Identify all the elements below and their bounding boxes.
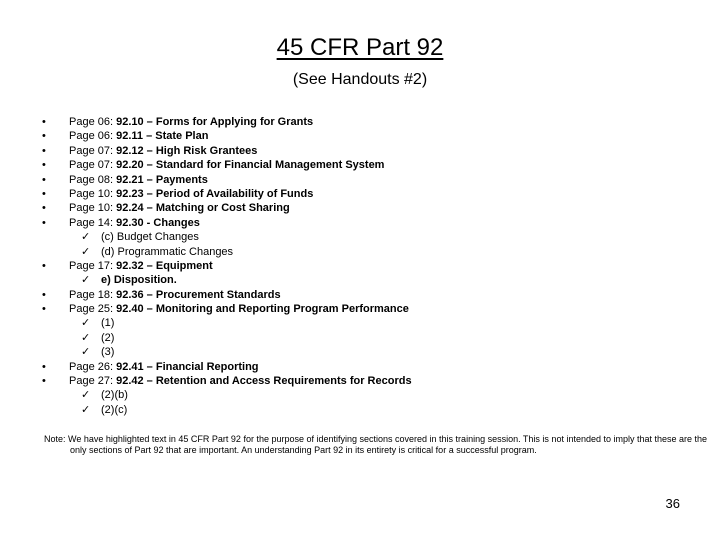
section-title: – Financial Reporting — [143, 360, 259, 373]
list-item-text — [69, 201, 290, 215]
checkmark-icon: ✓ — [81, 317, 91, 330]
sub-list-item — [42, 316, 702, 330]
page-reference: Page 18: — [69, 288, 117, 301]
section-title: – Procurement Standards — [143, 288, 281, 301]
sub-list-item — [42, 230, 702, 244]
list-item — [42, 144, 702, 158]
page-reference: Page 10: — [69, 202, 117, 215]
page-reference: Page 07: — [69, 159, 117, 172]
list-item — [42, 259, 702, 273]
section-number: 92.24 — [116, 202, 144, 215]
list-item-text — [69, 158, 384, 172]
sub-list-item — [42, 245, 702, 259]
bullet-icon: • — [42, 360, 46, 373]
checkmark-icon: ✓ — [81, 231, 91, 244]
list-item-text — [69, 259, 213, 273]
sub-list-item-text: (2) — [101, 331, 115, 344]
sub-list-item — [42, 388, 702, 402]
page-reference: Page 10: — [69, 187, 117, 200]
sub-list-item — [42, 331, 702, 345]
page-reference: Page 06: — [69, 130, 117, 143]
sub-list-item-text: (c) Budget Changes — [101, 231, 199, 244]
section-title: - Changes — [143, 216, 200, 229]
section-number: 92.42 — [116, 375, 144, 388]
checkmark-icon: ✓ — [81, 245, 91, 258]
section-title: – Equipment — [143, 259, 213, 272]
list-item — [42, 115, 702, 129]
section-number: 92.10 — [116, 116, 144, 128]
sub-list-item-text: (3) — [101, 346, 115, 359]
bullet-icon: • — [42, 303, 46, 316]
section-number: 92.32 — [116, 259, 144, 272]
sub-list-item — [42, 273, 702, 287]
sub-list-item-text: e) Disposition. — [101, 274, 177, 287]
list-item-text — [69, 187, 313, 201]
section-number: 92.41 — [116, 360, 144, 373]
list-item — [42, 173, 702, 187]
sub-list-item-text: (d) Programmatic Changes — [101, 245, 234, 258]
list-item — [42, 288, 702, 302]
checkmark-icon: ✓ — [81, 274, 91, 287]
bullet-icon: • — [42, 187, 46, 200]
checkmark-icon: ✓ — [81, 389, 91, 402]
page-reference: Page 27: — [69, 375, 117, 388]
checkmark-icon: ✓ — [81, 331, 91, 344]
page-reference: Page 07: — [69, 144, 117, 157]
list-item — [42, 158, 702, 172]
list-item — [42, 302, 702, 316]
list-item — [42, 360, 702, 374]
bullet-icon: • — [42, 173, 46, 186]
list-item-text — [69, 288, 281, 302]
section-title: – Retention and Access Requirements for Records — [143, 375, 412, 388]
list-item-text — [69, 115, 313, 129]
bullet-icon: • — [42, 144, 46, 157]
page-number: 36 — [665, 496, 680, 511]
section-title: – Matching or Cost Sharing — [143, 202, 290, 215]
list-item-text — [69, 374, 412, 388]
bullet-icon: • — [42, 130, 46, 143]
list-item — [42, 201, 702, 215]
sub-list-item-text: (2)(c) — [101, 403, 128, 416]
bullet-icon: • — [42, 288, 46, 301]
section-title: – Forms for Applying for Grants — [143, 116, 314, 128]
section-number: 92.11 — [116, 130, 144, 143]
bullet-icon: • — [42, 375, 46, 388]
sub-list-item — [42, 345, 702, 359]
list-item — [42, 374, 702, 388]
section-number: 92.30 — [116, 216, 144, 229]
bullet-icon: • — [42, 116, 46, 128]
section-title: – High Risk Grantees — [143, 144, 258, 157]
checkmark-icon: ✓ — [81, 403, 91, 416]
list-item-text — [69, 144, 257, 158]
list-item — [42, 187, 702, 201]
bullet-icon: • — [42, 202, 46, 215]
checkmark-icon: ✓ — [81, 346, 91, 359]
section-number: 92.23 — [116, 187, 144, 200]
page-reference: Page 17: — [69, 259, 117, 272]
page-subtitle: (See Handouts #2) — [292, 71, 428, 88]
page-reference: Page 26: — [69, 360, 117, 373]
section-number: 92.40 — [116, 303, 144, 316]
section-number: 92.12 — [116, 144, 144, 157]
section-title: – Period of Availability of Funds — [143, 187, 314, 200]
page-reference: Page 08: — [69, 173, 117, 186]
sub-list-item — [42, 403, 702, 417]
footnote: Note: We have highlighted text in 45 CFR Part 92 for the purpose of identifying sections covered in this training session. This is not intended to imply that these are the only sections of Part 92 that are important. An understanding Part 92 in its entirety is critical for a successful program. — [44, 434, 708, 455]
section-title: – Standard for Financial Management System — [143, 159, 385, 172]
bullet-icon: • — [42, 216, 46, 229]
section-list — [42, 115, 702, 417]
sub-list-item-text: (2)(b) — [101, 389, 128, 402]
list-item-text — [69, 302, 409, 316]
list-item-text — [69, 173, 208, 187]
page-reference: Page 25: — [69, 303, 117, 316]
list-item — [42, 129, 702, 143]
list-item — [42, 216, 702, 230]
section-number: 92.36 — [116, 288, 144, 301]
page-title: 45 CFR Part 92 — [276, 34, 444, 61]
page-reference: Page 14: — [69, 216, 117, 229]
page-reference: Page 06: — [69, 116, 117, 128]
list-item-text — [69, 360, 259, 374]
section-number: 92.21 — [116, 173, 144, 186]
list-item-text — [69, 129, 208, 143]
section-title: – Payments — [143, 173, 208, 186]
section-title: – Monitoring and Reporting Program Performance — [143, 303, 409, 316]
bullet-icon: • — [42, 159, 46, 172]
section-title: – State Plan — [143, 130, 209, 143]
section-number: 92.20 — [116, 159, 144, 172]
bullet-icon: • — [42, 259, 46, 272]
sub-list-item-text: (1) — [101, 317, 115, 330]
list-item-text — [69, 216, 200, 230]
